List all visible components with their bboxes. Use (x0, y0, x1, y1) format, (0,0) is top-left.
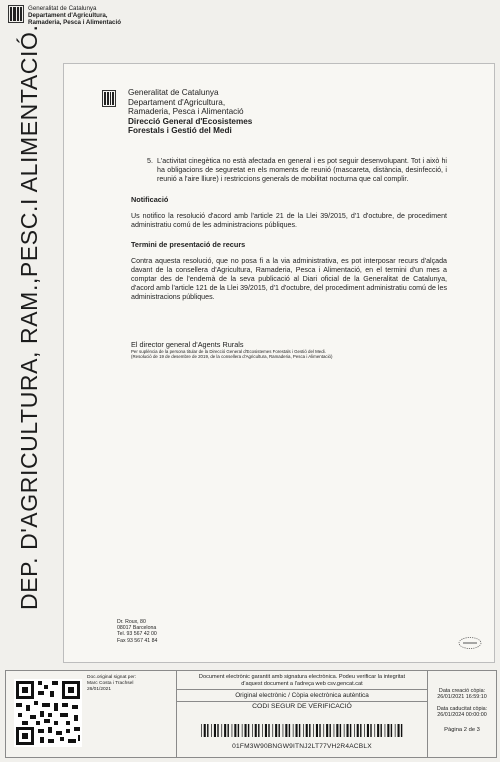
verification-box (176, 671, 428, 757)
csv-code[interactable]: 01FM3W90BNGW9ITNJ2LT77VH2R4ACBLX (232, 743, 372, 750)
signer-note-1: Per suplència de la persona titular de la Direcció General d'Ecosistemes Forestals i Gestió del Medi. (131, 349, 326, 354)
institution-line-1: Generalitat de Catalunya (128, 88, 219, 97)
header-block (8, 5, 121, 27)
signer-name: Marc Costa i Trachsel (87, 680, 134, 686)
original-signer-info (87, 675, 177, 692)
document-body (131, 157, 447, 360)
barcode-icon (201, 724, 403, 737)
item-number: 5. (147, 157, 153, 165)
side-department-text: DEP. D'AGRICULTURA, RAM.,PESC.I ALIMENTACIÓ. (16, 24, 42, 610)
verification-notice (177, 674, 427, 687)
list-item (147, 157, 447, 184)
signer-title: El director general d'Agents Rurals (131, 340, 244, 349)
generalitat-emblem-icon (102, 90, 116, 107)
header-line-3: Ramaderia, Pesca i Alimentació (28, 19, 121, 27)
signer-note-2: (Resolució de 19 de desembre de 2019, de la consellera d'Agricultura, Ramaderia, Pesca i Alimentació) (131, 354, 333, 360)
original-copy-label: Original electrònic / Còpia electrònica autèntica (235, 692, 369, 699)
copy-dates (430, 671, 494, 757)
signature-block (131, 340, 447, 360)
generalitat-emblem-icon (8, 5, 24, 23)
item-text: L'activitat cinegètica no està afectada en general i es pot seguir desenvolupant. Tot i això hi ha obligacions de seguretat en els moments de reunió (mascareta, distància, desinfecció, i reunió a l'aire lliure) i restriccions generals de mobilitat nocturna que cal complir. (157, 157, 447, 183)
verification-footer (5, 670, 497, 758)
institution-line-3: Ramaderia, Pesca i Alimentació (128, 107, 244, 117)
creation-date-label: Data creació còpia: (438, 688, 486, 694)
divider (177, 689, 427, 690)
institution-line-5: Forestals i Gestió del Medi (128, 126, 232, 136)
address-line-1: Dr. Roux, 80 (117, 619, 146, 625)
expiry-date-label: Data caducitat còpia: (436, 705, 488, 712)
certification-stamp-icon (457, 636, 483, 650)
notification-text: Us notifico la resolució d'acord amb l'article 21 de la Llei 39/2015, d'1 d'octubre, de procediment administratiu comú de les administracions públiques. (131, 212, 447, 229)
divider (177, 701, 427, 702)
notification-heading: Notificació (131, 195, 169, 204)
address-line-2: 08017 Barcelona (117, 625, 157, 632)
institution-line-4: Direcció General d'Ecosistemes (128, 116, 253, 126)
csv-title: CODI SEGUR DE VERIFICACIÓ (252, 703, 352, 710)
address-line-3: Tel. 93 567 42 00 (117, 631, 157, 638)
signed-label: Doc.original signat per: (87, 675, 137, 680)
creation-date: 26/01/2021 16:59:10 (437, 694, 487, 701)
signed-date: 26/01/2021 (87, 686, 112, 692)
appeal-term-text: Contra aquesta resolució, que no posa fi a la via administrativa, es pot interposar recurs d'alçada davant de la consellera d'Agricultura, Ramaderia, Pesca i Alimentació, en el termini d'un mes a comptar des de l'endemà de la seva publicació al Diari oficial de la Generalitat de Catalunya, d'acord amb l'article 121 de la Llei 39/2015, d'1 d'octubre, del procediment administratiu comú de les administracions públiques. (131, 257, 447, 301)
header-line-1: Generalitat de Catalunya (28, 5, 97, 12)
institution-block (102, 88, 252, 136)
verification-line-2: d'aquest document a l'adreça web csv.gencat.cat (241, 680, 363, 687)
header-line-2: Departament d'Agricultura, (28, 12, 108, 20)
page-number: Pàgina 2 de 3 (444, 726, 480, 733)
expiry-date: 26/01/2024 00:00:00 (437, 712, 487, 719)
institution-line-2: Departament d'Agricultura, (128, 97, 226, 107)
qr-code-icon[interactable] (14, 679, 82, 747)
document-page (63, 63, 495, 663)
address-line-4: Fax 93 567 41 84 (117, 637, 158, 644)
appeal-term-heading: Termini de presentació de recurs (131, 240, 246, 249)
address-block (117, 619, 157, 644)
verification-line-1: Document electrònic garantit amb signatura electrònica. Podeu verificar la integritat (198, 674, 406, 680)
